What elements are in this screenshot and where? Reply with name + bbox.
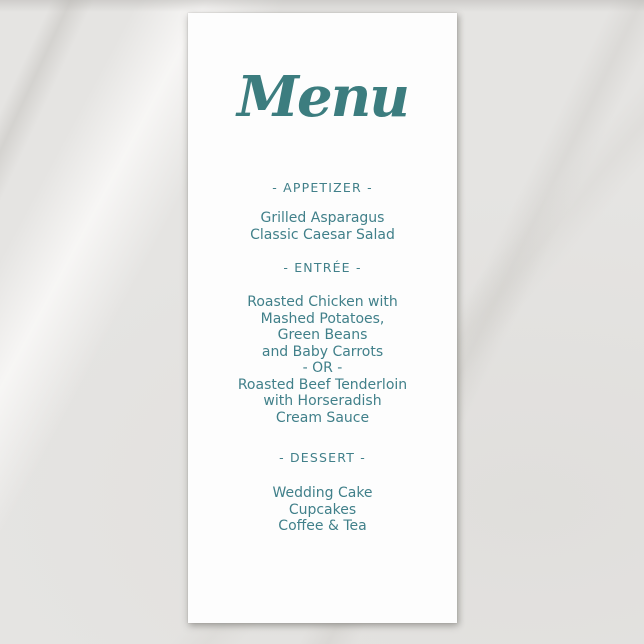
- menu-item: Roasted Chicken with: [247, 294, 398, 310]
- menu-item: with Horseradish: [263, 393, 382, 409]
- section-heading-appetizer: - APPETIZER -: [272, 180, 373, 195]
- menu-item: Green Beans: [277, 327, 368, 343]
- menu-item: Cream Sauce: [275, 409, 370, 426]
- section-appetizer: [188, 180, 457, 243]
- menu-item: Cupcakes: [288, 501, 357, 518]
- section-heading-entree: - ENTRÉE -: [283, 260, 362, 275]
- menu-item: Roasted Beef Tenderloin: [237, 376, 408, 393]
- menu-item: Mashed Potatoes,: [260, 310, 385, 327]
- section-heading-dessert: - DESSERT -: [279, 450, 366, 465]
- menu-item: Classic Caesar Salad: [250, 226, 395, 243]
- section-entree: [188, 260, 457, 426]
- menu-item: and Baby Carrots: [261, 343, 384, 360]
- menu-item-or-divider: - OR -: [302, 360, 343, 376]
- menu-item: Grilled Asparagus: [260, 210, 385, 226]
- menu-item: Coffee & Tea: [278, 518, 367, 534]
- section-items-entree: [188, 294, 457, 426]
- menu-title: Menu: [236, 64, 409, 130]
- section-items-dessert: [188, 485, 457, 535]
- section-dessert: [188, 450, 457, 535]
- section-items-appetizer: [188, 210, 457, 243]
- menu-item: Wedding Cake: [272, 485, 373, 501]
- menu-card: [188, 13, 457, 623]
